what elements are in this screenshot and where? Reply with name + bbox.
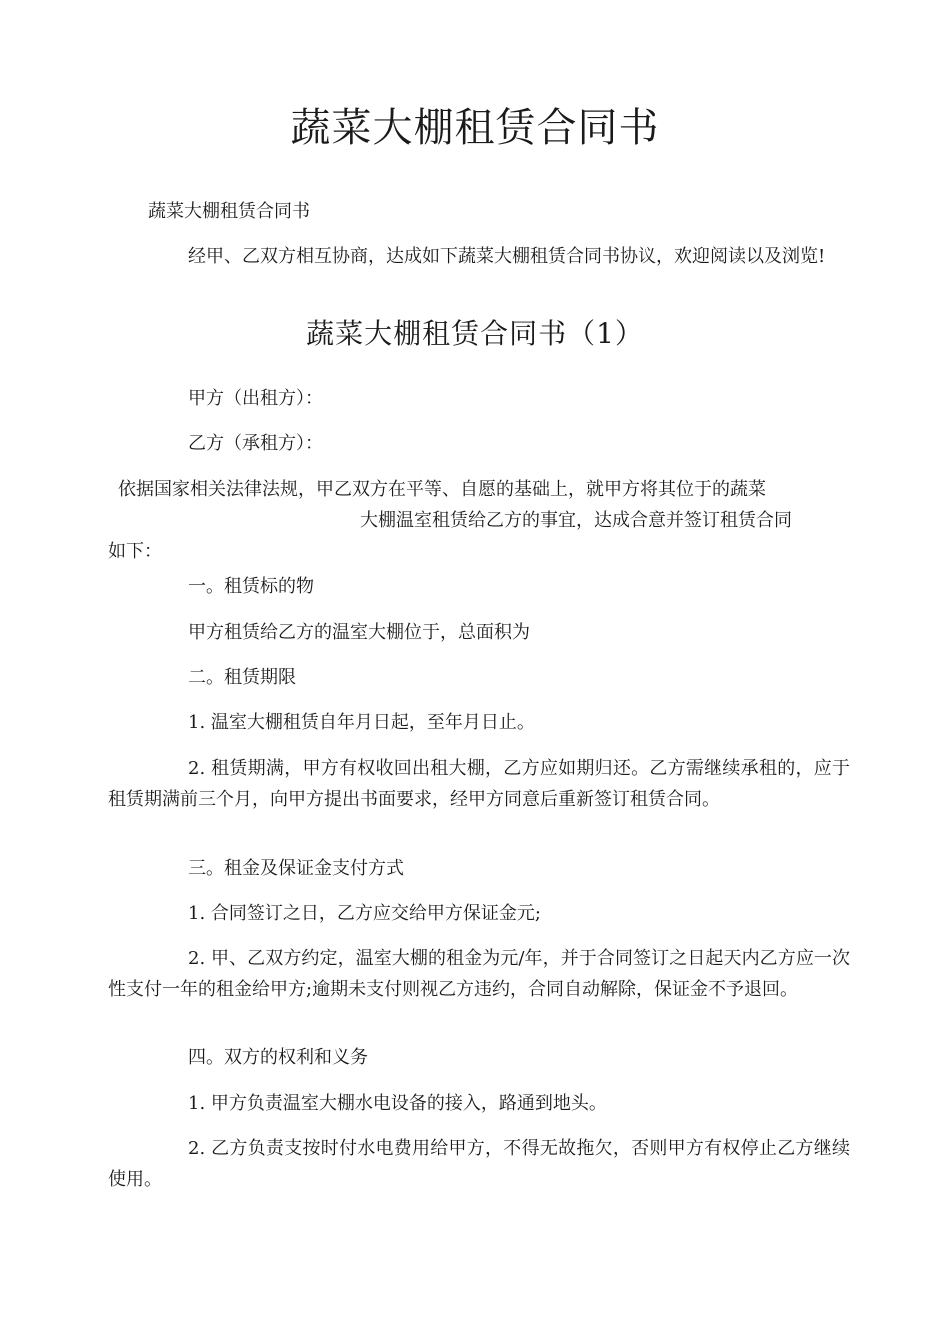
preamble-paragraph [108,474,850,567]
section-text: 甲方租赁给乙方的温室大棚位于，总面积为 [188,622,530,643]
list-item: 2. 租赁期满，甲方有权收回出租大棚，乙方应如期归还。乙方需继续承租的，应于租赁期满前三个月，向甲方提出书面要求，经甲方同意后重新签订租赁合同。 [108,758,850,810]
party-a-label: 甲方（出租方）： [188,388,323,409]
intro-heading: 蔬菜大棚租赁合同书 [148,201,310,222]
section-heading: 二。租赁期限 [188,667,296,688]
party-b-label: 乙方（承租方）： [188,433,323,454]
section-heading: 一。租赁标的物 [188,576,314,597]
section-heading: 三。租金及保证金支付方式 [188,858,404,879]
list-item: 1. 温室大棚租赁自年月日起，至年月日止。 [188,712,535,733]
list-item: 2. 乙方负责支按时付水电费用给甲方，不得无故拖欠，否则甲方有权停止乙方继续使用。 [108,1138,850,1190]
preamble-line: 大棚温室租赁给乙方的事宜，达成合意并签订租赁合同 [360,510,792,531]
section-title: 蔬菜大棚租赁合同书（1） [306,317,644,350]
section-heading: 四。双方的权利和义务 [188,1047,368,1068]
preamble-line: 依据国家相关法律法规，甲乙双方在平等、自愿的基础上，就甲方将其位于的蔬菜 [118,479,766,500]
list-item: 1. 甲方负责温室大棚水电设备的接入，路通到地头。 [188,1093,607,1114]
intro-paragraph: 经甲、乙双方相互协商，达成如下蔬菜大棚租赁合同书协议，欢迎阅读以及浏览! [188,246,826,267]
list-item: 2. 甲、乙双方约定，温室大棚的租金为元/年，并于合同签订之日起天内乙方应一次性支付一年的租金给甲方;逾期未支付则视乙方违约，合同自动解除，保证金不予退回。 [108,948,850,1000]
preamble-line: 如下： [108,541,162,562]
list-item: 1. 合同签订之日，乙方应交给甲方保证金元; [188,903,541,924]
document-title: 蔬菜大棚租赁合同书 [290,105,660,151]
